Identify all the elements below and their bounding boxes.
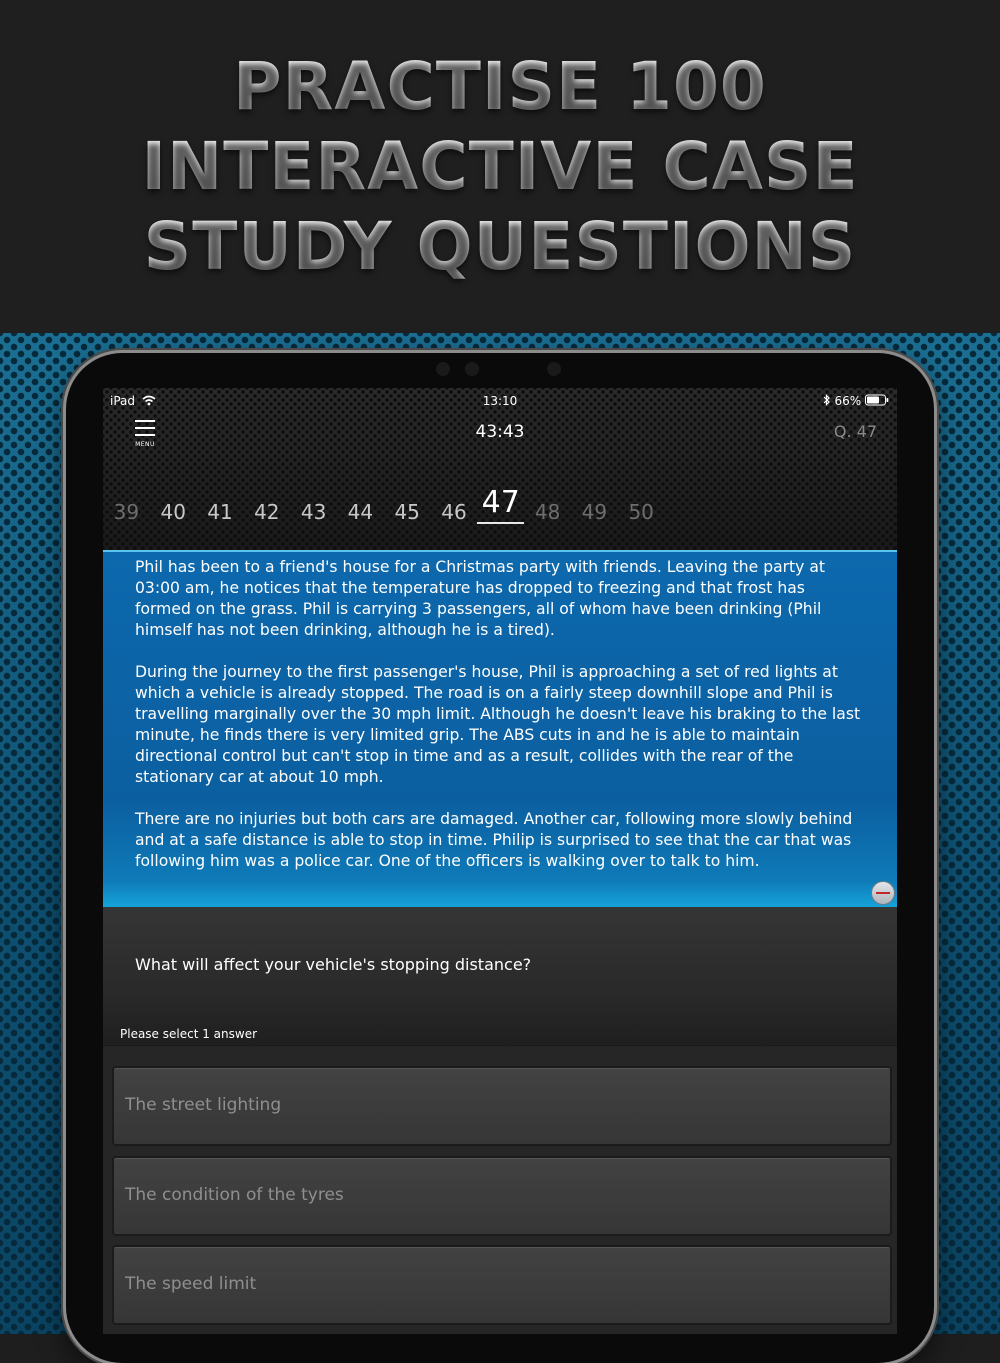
camera-sensor-icon [547,362,561,376]
exam-timer: 43:43 [475,422,525,442]
camera-sensor-icon [465,362,479,376]
case-study-text [135,557,865,893]
question-number-41[interactable]: 41 [207,500,233,524]
answer-option-1[interactable] [112,1066,892,1146]
question-number-48[interactable]: 48 [534,500,561,524]
bluetooth-icon [823,394,831,406]
case-study-panel [103,550,897,909]
question-area [103,907,897,1045]
question-number-47-active[interactable]: 47 [477,485,524,524]
battery-percent: 66% [834,394,862,408]
question-number-40[interactable]: 40 [160,500,186,524]
status-device: iPad [110,394,156,408]
banner-line-3: STUDY QUESTIONS [143,207,857,285]
question-number-45[interactable]: 45 [394,500,420,524]
question-number-49[interactable]: 49 [581,500,608,524]
answer-option-3[interactable] [112,1245,892,1325]
promo-banner [0,0,1000,333]
battery-icon [865,394,889,406]
answer-instruction: Please select 1 answer [120,1027,258,1041]
question-number-46[interactable]: 46 [441,500,467,524]
question-counter: Q. 47 [833,422,877,441]
answer-label: The street lighting [125,1095,282,1115]
status-right [823,394,889,408]
question-number-39[interactable]: 39 [113,500,140,524]
camera-sensor-icon [436,362,450,376]
banner-line-1: PRACTISE 100 [233,47,767,125]
answer-option-2[interactable] [112,1156,892,1236]
banner-line-2: INTERACTIVE CASE [141,127,859,205]
collapse-case-button[interactable] [871,881,895,905]
question-navigator [103,484,665,524]
answer-label: The speed limit [125,1274,257,1294]
case-paragraph-1: Phil has been to a friend's house for a Christmas party with friends. Leaving the party at 03:00 am, he notices that the temperature has dropped to freezing and that frost has formed on the grass. Phil is carrying 3 passengers, all of whom have been drinking (Phil himself has not been drinking, although he is a tired). [135,558,826,639]
answer-label: The condition of the tyres [125,1185,344,1205]
menu-label: MENU [135,441,155,448]
question-number-50[interactable]: 50 [628,500,654,524]
question-text: What will affect your vehicle's stopping distance? [135,955,532,974]
case-paragraph-2: During the journey to the first passenger's house, Phil is approaching a set of red lights at which a vehicle is already stopped. The road is on a fairly steep downhill slope and Phil is travelling marginally over the 30 mph limit. Although he doesn't leave his braking to the last minute, he finds there is very limited grip. The ABS cuts in and he is able to maintain directional control but can't stop in time and as a result, collides with the rear of the stationary car at about 10 mph. [135,663,861,786]
case-paragraph-3: There are no injuries but both cars are damaged. Another car, following more slowly behind and at a safe distance is able to stop in time. Philip is surprised to see that the car that was following him was a police car. One of the officers is walking over to talk to him. [135,810,853,870]
question-number-42[interactable]: 42 [254,500,280,524]
question-number-44[interactable]: 44 [347,500,374,524]
question-number-43[interactable]: 43 [300,500,327,524]
status-time: 13:10 [482,394,518,408]
app-header [103,388,897,550]
app-screen [103,388,897,1334]
answer-list [103,1045,897,1334]
